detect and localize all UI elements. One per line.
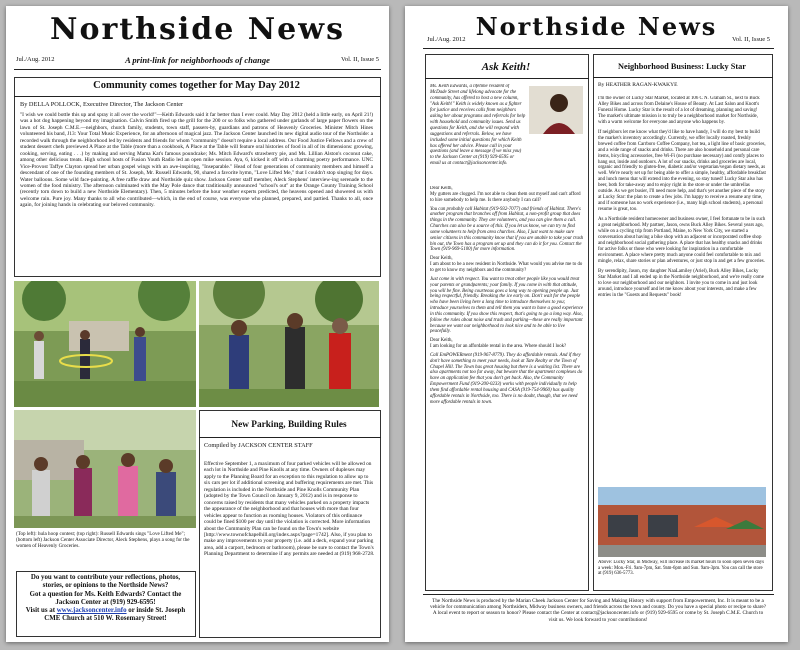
letter-1 [430,186,584,253]
lucky-star-paragraph-4: By serendipity, Jason, my daughter NaaLamiley (Ariel), Buck Alley Bikes, Lucky Star Market and I all ended up in the Northside neighborhood, and we're really come to love our neighborhood and our neighbors. I invite you to come in and just look around, introduce yourself and let me know about your interests, and make a few entries in the "Guests and Requests" book! [598,268,764,298]
newsletter-page-1 [6,6,389,642]
photo-aleck-stephens [14,410,196,528]
keith-portrait-image [529,86,583,134]
photo-caption: (Top left): hula hoop contest; (top right): Russell Edwards sings "Love Lifted Me"; (bottom left) Jackson Center Associate Director, Aleck Stephens, plays a song for the women of Heavenly Groceries. [16,531,190,549]
mayday-headline-rule [14,96,381,97]
letter-3-answer: Call EmPOWERment (919-967-8779). They do affordable rentals. And if they don't have something to meet your needs, look at Tate Realty or the Town of Chapel Hill. The Town has great housing but there is a waiting list. There are also apartments not too far away, but beware that the apartment complexes do have an application fee that you don't get back. Also, the Community Empowerment Fund (919-200-0233) works with people individually to help them find affordable rental housing and CASA (919-754-9960) has quality affordable rentals in Northside, too. There is no doubt, though, that we need more affordable rentals in town. [430,352,583,405]
parking-headline: New Parking, Building Rules [231,420,347,430]
masthead-rule [14,69,381,70]
newsletter-footer: The Northside News is produced by the Marian Cheek Jackson Center for Saving and Making History with support from Empowerment, Inc. It is meant to be a vehicle for communication among Northsiders, Midway business owners, and friends across the town and county. Do you have a special photo or recipe to share? A local event to report or season to honor? Please contact the Center at contact@jacksoncenter.info or (919) 929-6595 or come by St. Joseph C.M.E. Church to visit us. We look forward to your contributions! [429,598,767,623]
parking-headline-rule [199,437,381,438]
letter-2-question: Dear Keith, I am about to be a new resident in Northside. What would you advise me to do to get to know my neighbors and the community? [430,256,583,273]
lucky-star-rule [593,77,773,78]
contribute-line-2: Got a question for Ms. Keith Edwards? Contact the Jackson Center at (919) 929-6595! [29,590,182,606]
letter-3-question: Dear Keith, I am looking for an affordable rental in the area. Where should I look? [430,338,567,350]
parking-body: Effective September 1, a maximum of four parked vehicles will be allowed on each lot in Northside and Pine Knolls at any time. Owners of duplexes may apply to the Planning Board for an exception to this regulation to allow up to six cars per lot if additional screening and buffering requirements are met. This regulation is included in the Northside and Pine Knolls Community Plan (adopted by the Town Council on January 9, 2012) and is in response to concerns raised by residents that many vehicles parked on a property impacts the appearance of the neighborhood and that houses with more than four vehicles appear to function as rooming houses. Violators of this ordinance could be fined $100 per day until the violation is corrected. More information about the Community Plan can be found on the Town's website [http://www.townofchapelhill.org/index.aspx?page=1742]. Also, if you plan to make any improvements to your property (i.e. add a deck, expand your parking area, add a carport, bedroom or bathroom), please be sure to contact the Town's Planning Department to determine if any permits are needed at (919) 968-2728. [204,461,375,558]
ask-keith-intro: Ms. Keith Edwards, a lifetime resident of McDade Street and lifelong advocate for the community, has offered to host a new column, "Ask Keith!" Keith is widely known as a fighter for justice and receives calls from neighbors asking her about programs and referrals for help with household and community issues. Send us questions for Keith, and she will respond with suggestions and referrals. Below, we have included some initial questions for which Keith has offered her advice. Please call in your questions (and leave a message if we miss you) to the Jackson Center at (919) 929-6595 or email us at contact@jacksoncenter.info. [430,84,526,167]
lucky-star-caption: Above: Lucky Star, in Midway, will increase its market hours to soon open seven days a week: Mon.-Fri. 9am-7pm, Sat. 9am-6pm and Sun. 9am-3pm. You can call the store at (919) 636-5773. [598,560,765,577]
issue-date-p2: Jul./Aug. 2012 [427,36,466,43]
visit-us-prefix: Visit us at [25,607,56,615]
photo-russell-edwards-image [199,281,379,407]
ask-keith-letters [430,186,584,586]
masthead-title-p2: Northside News [475,12,718,41]
mayday-body: "I wish we could bottle this up and spray it all over the world!"—Keith Edwards said it far better than I ever could. May Day 2012 (held a little early, on April 21!) was a hot dog happening beyond my imagination. Calvin Smith fired up the grill for the 200 or so folks who gathered under garlands of large paper flowers on the lawn of St. Joseph C.M.E.—neighbors, church family, students, town staff, passers-by, guardians and patrons of Heavenly Groceries. Minister Mitch Hines volunteered his band, J13: Your Total Music Experience, for an afternoon of magical jazz. The Jackson Center launched its new digital audio tour of the Northside: a recorded walk through the neighborhood led by residents and friends for whom "community" doesn't require a local address. Our Food Justice Fellows and a crew of student dessert chefs previewed A Place at the Table (more than a cookbook, A Place at the Table will feature oral histories of food in all of its dimensions: growing, cooking, serving, eating . . .) by making and serving Mama Kat's famous poundcake; Ms. Mitch Edward's strawberry pie, and Ms. Lillian Alston's coconut cake, among other delicious treats. High school hosts of Fusion Youth Radio led an open mike session. Aya, 6, kicked it off with a charming poetry performance. UNC Vice-Provost Taffye Clayton spread her urban gospel wings with an awe-inspiring, "Inseparable." Head of four generations of community members and himself a descendant of one of the founding members of St. Joseph, Mr. Russell Edwards, 90, shared a favorite hymn, "Love Lifted Me," that I couldn't stop singing for days. Water balloons. Some wild face-painting. A free raffle draw and Northside quiz show. Jackson Center staff member, Aleck Stephens' interview-ing serenade to the women of the food ministry. The afternoon culminated with the May Pole dance that traditionally announced "school's out" at the Orange County Training School (recently torn down to build a new Northside Elementary). Then, 5 minutes before the hour weather experts predicted, the heavens opened and showered us with welcome rain. Pure joy. Many thanks to all who contributed—which, in the end of course, was everyone who planned, prepared, and partied. Thanks to all, once again, for joining hands in celebrating our beloved community. [20,112,373,209]
letter-1-answer: You can probably call Habitat (919-932-7077) and friends of Habitat. There's another program that branches off from Habitat, a non-profit group that does things in the community. They are volunteers, and you can give them a call. Churches can also be a source of this. If you let us know, we can try to find some volunteers to help from area churches. Also, I just want to make sure senior citizens in this community know that if you are unable to take your trash bin out, the Town has a program set up and they can do it for you. Contact the Town (919-969-5100) for more information. [430,206,584,253]
volume-issue-p2: Vol. II, Issue 5 [732,36,770,43]
tagline: A print-link for neighborhoods of change [125,55,270,65]
visit-us-suffix: or inside St. Joseph CME Church at 510 W. Rosemary Street! [44,607,186,623]
photo-aleck-stephens-image [14,410,196,528]
letter-2-answer: Just come in with respect. You want to treat other people like you would treat your parents or grandparents; your family. If you come in with that attitude, you will be fine. Being courteous goes a long way to opening people up. Just being respectful, friendly. Breaking the ice early on. Don't wait for the people who have been living here a long time to introduce themselves to you; introduce yourselves to them and tell them you want to have a good experience in this community. If you show this respect, that's going to go a long way. Also, follow the rules about noise and trash and parking—these are really important because we want our neighborhood to look nice and to be able to live peacefully. [430,276,584,335]
mayday-byline: By DELLA POLLOCK, Executive Director, The Jackson Center [20,101,184,108]
photo-hula-hoop [14,281,196,407]
contribute-line-3 [20,607,191,624]
keith-portrait [529,86,583,134]
masthead-rule-p2 [423,48,774,49]
lucky-star-storefront-photo [598,487,766,557]
lucky-star-body [598,96,766,484]
lucky-star-headline: Neighborhood Business: Lucky Star [618,62,746,71]
jackson-center-link[interactable]: www.jacksoncenter.info [56,607,127,615]
letter-2 [430,256,584,335]
contribute-line-1: Do you want to contribute your reflections, photos, stories, or opinions to the Northside News? [30,574,181,590]
mayday-headline: Community comes together for May Day 2012 [93,80,300,91]
lucky-star-storefront-image [598,487,766,557]
lucky-star-paragraph-2: If neighbors let me know what they'd like to have handy, I will do my best to build the market's inventory accordingly. Currently, we offer locally roasted, freshly brewed coffee from Carrboro Coffee Company, hot tea, a light line of basic groceries, and a wide range of snacks and drinks. There are also household and personal care items, bicycling accessories, free Wi-Fi (no purchase necessary) and comfy places to hang out, inside and outdoors. A lot of our snacks, drinks and groceries are local, organic and friendly to gluten-free, diabetic and/or vegetarian/vegan dietary needs, as well. We're nearly set up for being able to offer a simple, healthy, affordable breakfast and lunch menu that will extend into the evening, so stay tuned! Lucky Star also has beer, both for take-away and to enjoy right in the store or under the umbrellas outside. As we get busier, I'll need more help, and that's yet another piece of the story at Lucky Star: the plan to create a few jobs. I'm happy to receive a resume any time, and if someone has no work experience (i.e., many high school students), a personal resume is great, too. [598,129,766,213]
newsletter-page-2 [405,6,788,642]
lucky-star-byline: By HEATHER RAGAN-KWAKYE [598,82,678,88]
parking-byline: Compiled by JACKSON CENTER STAFF [204,442,313,449]
letter-3 [430,338,584,405]
footer-rule [423,594,774,595]
ask-keith-rule [425,78,589,79]
photo-russell-edwards [199,281,379,407]
letter-1-question: Dear Keith, My gutters are clogged. I'm not able to clean them out myself and can't afford to hire somebody to help me. Is there anybody I can call? [430,186,581,203]
lucky-star-paragraph-1: I'm the owner of Lucky Star Market, located at 106 C N. Graham St., next to Buck Alley Bikes and across from Delaine's House of Beauty. At Last Salon and Knott's Funeral Home. Lucky Star is the result of a lot of dreaming, planning and saving! The market's ultimate mission is to truly be a neighborhood market for Northside, with a warm welcome for everyone and anyone who happens by. [598,96,760,125]
lucky-star-paragraph-3: As a Northside resident homeowner and business owner, I feel fortunate to be in such a great neighborhood. My partner, Jason, owns Buck Alley Bikes. Several years ago, while on a cycling trip from Portland, Maine, to New York City, we started a conversation about having a bike shop with an adjacent or incorporated coffee shop and neighborhood social gathering place. A place that has healthy snacks and drinks for active folks or those who were looking for inspiration in a comfortable environment. A place where pretty much anyone could feel comfortable to mix and mingle, relax, share stories or plan adventures, or just stop in and get a few groceries. [598,217,766,264]
issue-date: Jul./Aug. 2012 [16,56,55,63]
photo-hula-hoop-image [14,281,196,407]
masthead-title: Northside News [50,12,345,47]
ask-keith-headline: Ask Keith! [481,61,531,73]
contribute-text [20,574,191,624]
volume-issue: Vol. II, Issue 5 [341,56,379,63]
